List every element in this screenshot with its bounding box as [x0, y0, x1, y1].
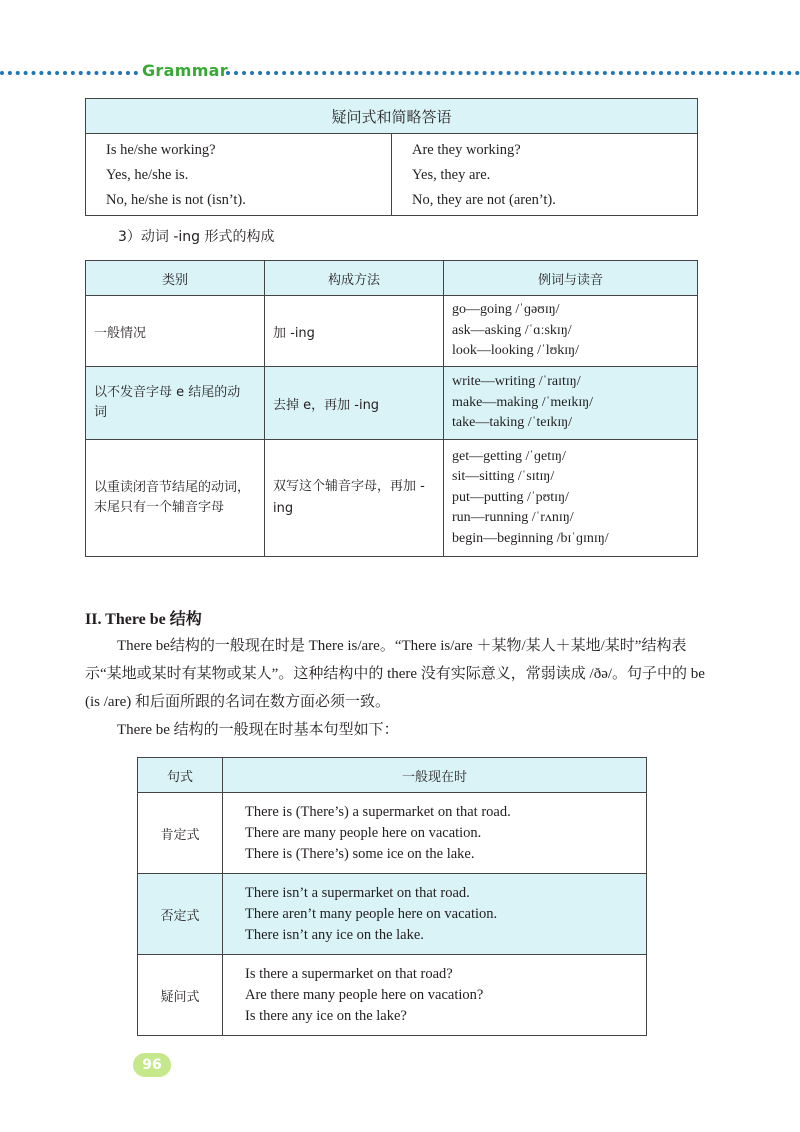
sentence-type-cell: 疑问式 [138, 955, 223, 1036]
column-header: 一般现在时 [223, 758, 647, 793]
table-row [86, 440, 698, 557]
sentence-type-cell: 肯定式 [138, 793, 223, 874]
section-header [0, 60, 800, 84]
examples-cell [444, 296, 698, 367]
example-line: run—running /ˈrʌnɪŋ/ [452, 510, 574, 526]
question-answer-table [85, 98, 698, 216]
answer-line: No, he/she is not (isn’t). [106, 192, 246, 208]
examples-cell [223, 793, 647, 874]
method-cell: 加 -ing [265, 296, 444, 367]
category-cell: 以重读闭音节结尾的动词，末尾只有一个辅音字母 [86, 440, 265, 557]
examples-cell [444, 367, 698, 440]
example-line: ask—asking /ˈɑːskɪŋ/ [452, 322, 572, 338]
there-be-paragraph [85, 632, 705, 716]
example-line: There aren’t many people here on vacation. [245, 905, 498, 922]
method-cell: 去掉 e，再加 -ing [265, 367, 444, 440]
example-line: Is there a supermarket on that road? [245, 965, 453, 982]
table-row [86, 296, 698, 367]
sentence-type-cell: 否定式 [138, 874, 223, 955]
examples-cell [223, 874, 647, 955]
examples-cell [444, 440, 698, 557]
example-line: make—making /ˈmeɪkɪŋ/ [452, 394, 594, 410]
answer-line: Yes, he/she is. [106, 167, 189, 183]
answer-line: Yes, they are. [412, 167, 491, 183]
method-cell: 双写这个辅音字母，再加 -ing [265, 440, 444, 557]
there-be-intro-text: There be 结构的一般现在时基本句型如下： [117, 722, 399, 738]
example-line: look—looking /ˈlʊkɪŋ/ [452, 343, 579, 359]
there-be-table [137, 757, 647, 1036]
example-line: write—writing /ˈraɪtɪŋ/ [452, 374, 581, 390]
table-row [86, 367, 698, 440]
column-header: 类别 [86, 261, 265, 296]
header-dots-right [226, 71, 800, 75]
header-label: Grammar [142, 61, 228, 80]
examples-cell [223, 955, 647, 1036]
there-be-intro [85, 716, 705, 744]
category-cell: 一般情况 [86, 296, 265, 367]
example-line: take—taking /ˈteɪkɪŋ/ [452, 415, 573, 431]
example-line: There are many people here on vacation. [245, 824, 482, 841]
question-cell-plural [392, 134, 698, 216]
example-line: begin—beginning /bɪˈɡɪnɪŋ/ [452, 530, 609, 546]
example-line: get—getting /ˈɡetɪŋ/ [452, 448, 566, 464]
table-row [138, 955, 647, 1036]
example-line: put—putting /ˈpʊtɪŋ/ [452, 489, 569, 505]
there-be-heading: II. There be 结构 [85, 611, 202, 628]
header-dots-left [0, 71, 138, 75]
question-line: Is he/she working? [106, 142, 216, 158]
example-line: Is there any ice on the lake? [245, 1007, 407, 1024]
ing-form-table [85, 260, 698, 557]
example-line: sit—sitting /ˈsɪtɪŋ/ [452, 469, 555, 485]
example-line: Are there many people here on vacation? [245, 986, 484, 1003]
example-line: There is (There’s) a supermarket on that road. [245, 803, 511, 820]
answer-line: No, they are not (aren’t). [412, 192, 556, 208]
there-be-description: There be结构的一般现在时是 There is/are。“There is/are ＋某物/某人＋某地/某时”结构表示“某地或某时有某物或某人”。这种结构中的 there 没有实际意义，常弱读成 /ðə/。句子中的 be (is /are) 和后面所跟的名词在数方面必须一致。 [85, 638, 705, 710]
question-line: Are they working? [412, 142, 521, 158]
example-line: go—going /ˈɡəʊɪŋ/ [452, 302, 560, 318]
example-line: There isn’t any ice on the lake. [245, 926, 424, 943]
column-header: 句式 [138, 758, 223, 793]
page-number: 96 [133, 1053, 171, 1077]
column-header: 例词与读音 [444, 261, 698, 296]
example-line: There isn’t a supermarket on that road. [245, 884, 470, 901]
category-cell: 以不发音字母 e 结尾的动词 [86, 367, 265, 440]
column-header: 构成方法 [265, 261, 444, 296]
example-line: There is (There’s) some ice on the lake. [245, 845, 475, 862]
ing-section-heading: 3）动词 -ing 形式的构成 [118, 229, 275, 245]
table-row [138, 793, 647, 874]
question-table-title: 疑问式和简略答语 [86, 99, 698, 134]
table-row [138, 874, 647, 955]
question-cell-singular [86, 134, 392, 216]
